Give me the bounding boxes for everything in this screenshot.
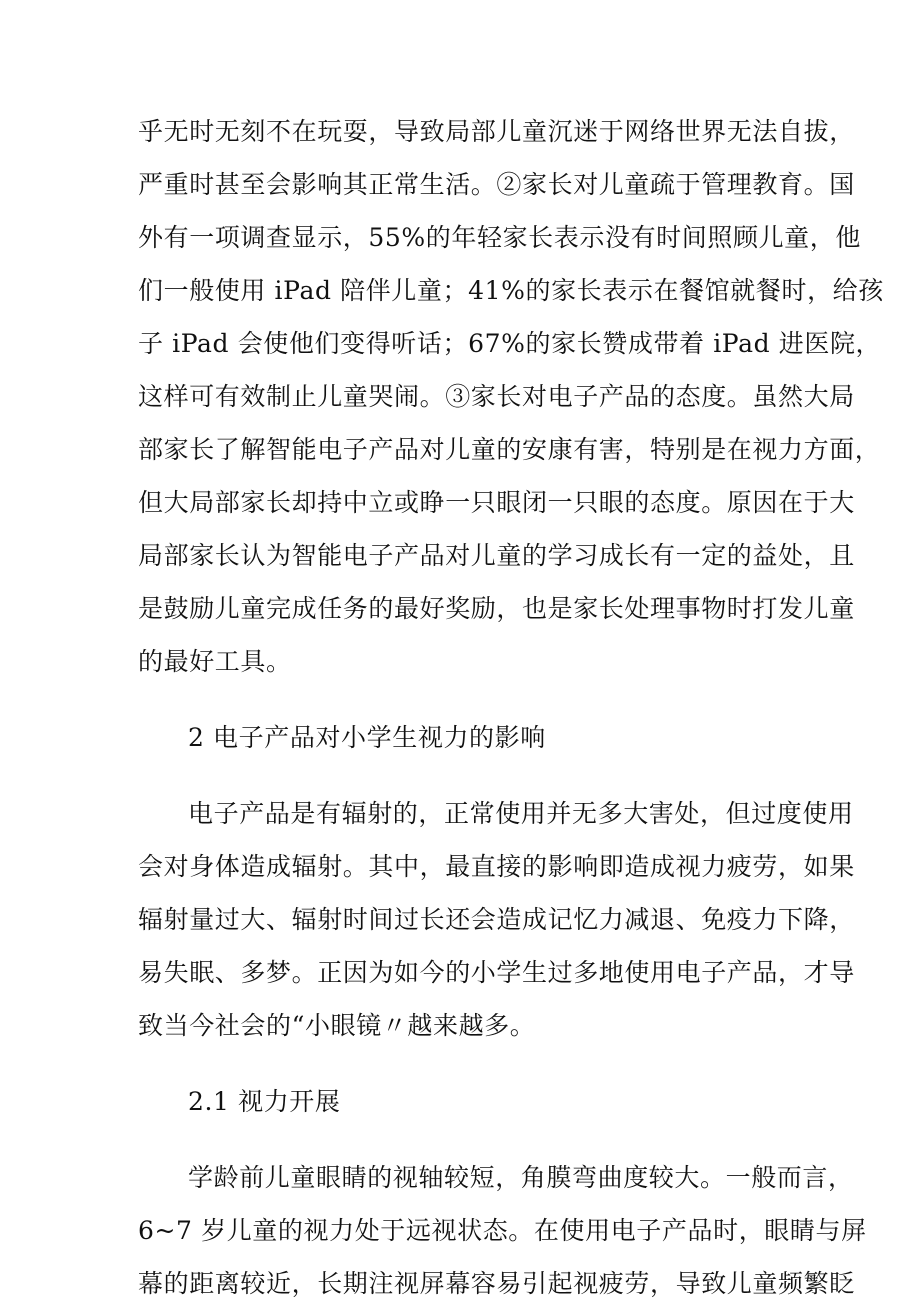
text-line: 局部家长认为智能电子产品对儿童的学习成长有一定的益处，且 bbox=[138, 541, 855, 570]
text-line: 6~7 岁儿童的视力处于远视状态。在使用电子产品时，眼睛与屏 bbox=[138, 1216, 867, 1245]
subsection-heading: 2.1 视力开展 bbox=[188, 1087, 341, 1116]
text-line: 们一般使用 iPad 陪伴儿童；41%的家长表示在餐馆就餐时，给孩 bbox=[138, 276, 884, 305]
text-line: 学龄前儿童眼睛的视轴较短，角膜弯曲度较大。一般而言， bbox=[188, 1163, 854, 1192]
text-line: 的最好工具。 bbox=[138, 647, 292, 676]
text-line: 是鼓励儿童完成任务的最好奖励，也是家长处理事物时打发儿童 bbox=[138, 594, 855, 623]
text-line: 易失眠、多梦。正因为如今的小学生过多地使用电子产品，才导 bbox=[138, 958, 855, 987]
text-line: 会对身体造成辐射。其中，最直接的影响即造成视力疲劳，如果 bbox=[138, 852, 855, 881]
text-line: 子 iPad 会使他们变得听话；67%的家长赞成带着 iPad 进医院， bbox=[138, 329, 882, 358]
text-line: 幕的距离较近，长期注视屏幕容易引起视疲劳，导致儿童频繁眨 bbox=[138, 1269, 855, 1298]
text-line: 乎无时无刻不在玩耍，导致局部儿童沉迷于网络世界无法自拔， bbox=[138, 117, 855, 146]
text-line: 致当今社会的“小眼镜〃越来越多。 bbox=[138, 1011, 536, 1040]
section-heading: 2 电子产品对小学生视力的影响 bbox=[188, 723, 546, 752]
text-line: 部家长了解智能电子产品对儿童的安康有害，特别是在视力方面， bbox=[138, 435, 881, 464]
text-line: 严重时甚至会影响其正常生活。②家长对儿童疏于管理教育。国 bbox=[138, 170, 855, 199]
text-line: 辐射量过大、辐射时间过长还会造成记忆力减退、免疫力下降， bbox=[138, 905, 855, 934]
text-line: 这样可有效制止儿童哭闹。③家长对电子产品的态度。虽然大局 bbox=[138, 382, 855, 411]
text-line: 但大局部家长却持中立或睁一只眼闭一只眼的态度。原因在于大 bbox=[138, 488, 855, 517]
text-line: 电子产品是有辐射的，正常使用并无多大害处，但过度使用 bbox=[188, 799, 854, 828]
text-line: 外有一项调查显示，55%的年轻家长表示没有时间照顾儿童，他 bbox=[138, 223, 861, 252]
